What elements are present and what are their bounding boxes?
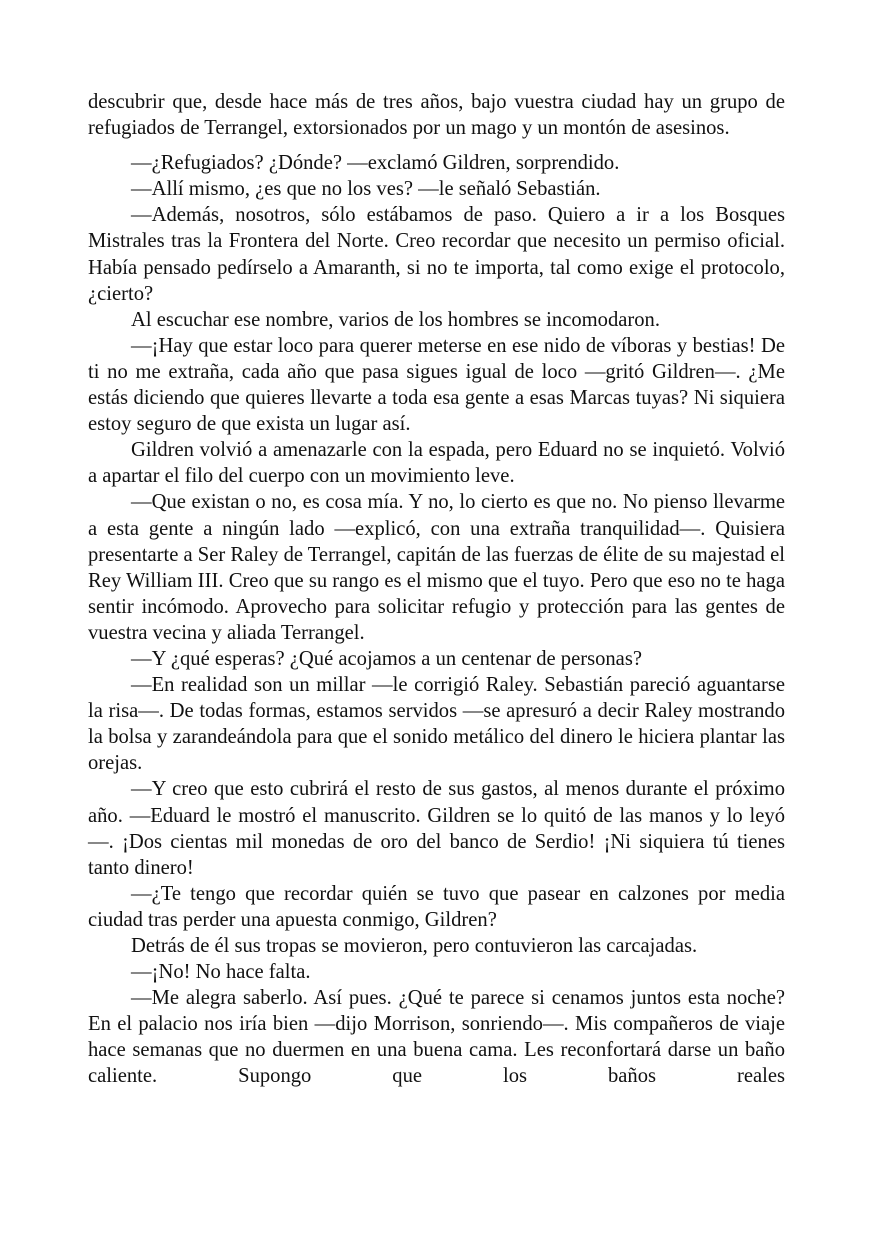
paragraph-12: —¿Te tengo que recordar quién se tuvo que pasear en calzones por media ciudad tras perder una apuesta conmigo, Gildren? [88, 882, 785, 931]
paragraph-6: —¡Hay que estar loco para querer meterse en ese nido de víboras y bestias! De ti no me extraña, cada año que pasa sigues igual de loco —gritó Gildren—. ¿Me estás diciendo que quieres llevarte a toda esa gente a esas Marcas tuyas? Ni siquiera estoy seguro de que exista un lugar así. [88, 334, 785, 436]
paragraph-2: —¿Refugiados? ¿Dónde? —exclamó Gildren, sorprendido. [131, 152, 620, 175]
paragraph-1: descubrir que, desde hace más de tres años, bajo vuestra ciudad hay un grupo de refugiados de Terrangel, extorsionados por un mago y un montón de asesinos. [88, 91, 785, 140]
paragraph-14: —¡No! No hace falta. [131, 961, 311, 984]
paragraph-15: —Me alegra saberlo. Así pues. ¿Qué te parece si cenamos juntos esta noche? En el palacio nos iría bien —dijo Morrison, sonriendo—. Mis compañeros de viaje hace semanas que no duermen en una buena cama. Les reconfortará darse un baño caliente. Supongo que los baños reales [88, 987, 785, 1088]
document-page [88, 89, 785, 1090]
paragraph-11: —Y creo que esto cubrirá el resto de sus gastos, al menos durante el próximo año. —Eduard le mostró el manuscrito. Gildren se lo quitó de las manos y lo leyó—. ¡Dos cientas mil monedas de oro del banco de Serdio! ¡Ni siquiera tú tienes tanto dinero! [88, 778, 785, 879]
paragraph-10: —En realidad son un millar —le corrigió Raley. Sebastián pareció aguantarse la risa—. De todas formas, estamos servidos —se apresuró a decir Raley mostrando la bolsa y zarandeándola para que el sonido metálico del dinero le hiciera plantar las orejas. [88, 674, 785, 775]
paragraph-7: Gildren volvió a amenazarle con la espada, pero Eduard no se inquietó. Volvió a apartar el filo del cuerpo con un movimiento leve. [88, 439, 785, 488]
paragraph-4: —Además, nosotros, sólo estábamos de paso. Quiero a ir a los Bosques Mistrales tras la Frontera del Norte. Creo recordar que necesito un permiso oficial. Había pensado pedírselo a Amaranth, si no te importa, tal como exige el protocolo, ¿cierto? [88, 204, 785, 305]
paragraph-3: —Allí mismo, ¿es que no los ves? —le señaló Sebastián. [131, 178, 601, 201]
paragraph-5: Al escuchar ese nombre, varios de los hombres se incomodaron. [131, 308, 660, 331]
paragraph-13: Detrás de él sus tropas se movieron, pero contuvieron las carcajadas. [131, 935, 698, 957]
paragraph-8: —Que existan o no, es cosa mía. Y no, lo cierto es que no. No pienso llevarme a esta gente a ningún lado —explicó, con una extraña tranquilidad—. Quisiera presentarte a Ser Raley de Terrangel, capitán de las fuerzas de élite de su majestad el Rey William III. Creo que su rango es el mismo que el tuyo. Pero que eso no te haga sentir incómodo. Aprovecho para solicitar refugio y protección para las gentes de vuestra vecina y aliada Terrangel. [88, 491, 785, 644]
paragraph-9: —Y ¿qué esperas? ¿Qué acojamos a un centenar de personas? [131, 647, 642, 670]
